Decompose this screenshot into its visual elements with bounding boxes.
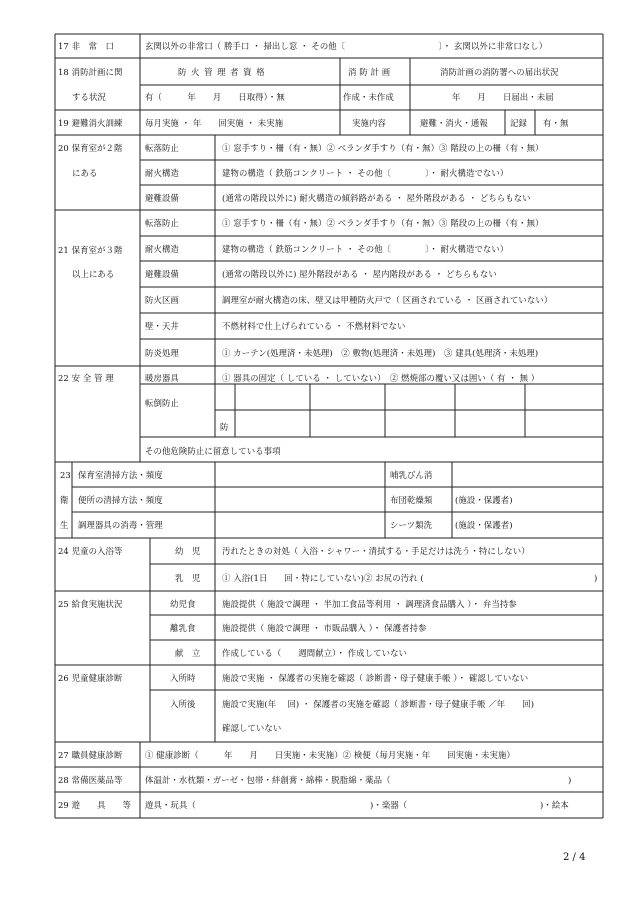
row18-header-fire-manager: 防 火 管 理 者 資 格	[178, 67, 266, 77]
row19-label: 19 避難消火訓練	[58, 118, 123, 128]
row17-label: 17 非 常 口	[58, 41, 114, 51]
row25-menu-value: 作成している（ 週間献立）・ 作成していない	[222, 648, 408, 658]
row25-toddler-meal-value: 施設提供（ 施設で調理 ・ 半加工食品等利用 ・ 調理済食品購入 ）・ 弁当持参	[222, 599, 517, 609]
row21-sub-fireproof: 耐火構造	[145, 244, 179, 254]
row20-label-line1: 20 保育室が２階	[58, 143, 123, 153]
row29-toys: 遊具・玩具（	[145, 800, 196, 810]
row20-label-line2: にある	[72, 168, 98, 178]
page-number: 2 / 4	[563, 852, 586, 863]
row20-sub-fall-prevention: 転落防止	[145, 143, 179, 153]
row23-toilet-cleaning: 便所の清掃方法・頻度	[78, 495, 163, 505]
row25-sub-baby-food: 離乳食	[170, 623, 196, 633]
row24-infant-close: )	[594, 573, 598, 583]
row23-room-cleaning: 保育室清掃方法・頻度	[78, 470, 163, 480]
row26-after-admission-value: 施設で実施(年 回) ・ 保護者の実施を確認（ 診断書・母子健康手帳 ／年 回)	[222, 699, 535, 709]
row20-evacuation-value: (通常の階段以外に) 耐火構造の傾斜路がある ・ 屋外階段がある ・ どちらもない	[222, 193, 531, 203]
row21-label-line2: 以上にある	[72, 269, 115, 279]
row20-sub-fireproof: 耐火構造	[145, 168, 179, 178]
row23-bottle-sterilization: 哺乳びん消	[390, 470, 433, 480]
row29-picture-books: )・絵本	[540, 800, 569, 810]
row26-after-admission-not-confirmed: 確認していない	[222, 723, 282, 733]
row26-sub-after-admission: 入所後	[170, 699, 196, 709]
row25-sub-toddler-meal: 幼児食	[170, 599, 196, 609]
row18-label-line2: する状況	[72, 92, 106, 102]
row28-content: 体温計・水枕類・ガーゼ・包帯・絆創膏・綿棒・脱脂綿・薬品（	[145, 775, 391, 785]
row18-label-line1: 18 消防計画に関	[58, 67, 123, 77]
row24-label: 24 児童の入浴等	[58, 546, 123, 556]
row26-label: 26 児童健康診断	[58, 673, 123, 683]
row21-fireproof-value: 建物の構造（ 鉄筋コンクリート ・ その他〔 〕・ 耐火構造でない）	[222, 244, 509, 254]
row25-label: 25 給食実施状況	[58, 599, 123, 609]
row21-sub-fall-prevention: 転落防止	[145, 218, 179, 228]
row28-label: 28 常備医薬品等	[58, 775, 123, 785]
row21-sub-flameproof: 防炎処理	[145, 348, 179, 358]
row26-admission-value: 施設で実施 ・ 保護者の実施を確認（ 診断書・母子健康手帳 ）・ 確認していない	[222, 673, 529, 683]
row29-label: 29 遊 具 等	[58, 800, 131, 810]
row29-instruments: )・楽器（	[370, 800, 408, 810]
row20-sub-evacuation: 避難設備	[145, 193, 179, 203]
row19-record-value: 有・無	[543, 118, 569, 128]
row21-fire-compartment-value: 調理室が耐火構造の床、壁又は甲種防火戸で（ 区画されている ・ 区画されていない）	[222, 295, 553, 305]
row24-sub-infant: 乳 児	[175, 573, 201, 583]
row23-side-char-2: 生	[60, 520, 69, 530]
row21-label-line1: 21 保育室が３階	[58, 245, 123, 255]
row23-futon-drying-value: (施設・保護者)	[455, 495, 513, 505]
row23-side-char-1: 衛	[60, 495, 69, 505]
row22-heater-value: ① 器具の固定（ している ・ していない） ② 燃焼部の覆い又は囲い（ 有 ・ 無 ）	[222, 373, 540, 383]
row27-label: 27 職員健康診断	[58, 750, 123, 760]
row21-fall-prevention-value: ① 窓手すり・柵（有・無）② ベランダ手すり（有・無）③ 階段の上の柵（有・無）	[222, 218, 544, 228]
row19-frequency: 毎月実施 ・ 年 回実施 ・ 未実施	[145, 118, 284, 128]
row21-flameproof-value: ① カーテン(処理済・未処理) ② 敷物(処理済・未処理) ③ 建具(処理済・未処理)	[222, 348, 539, 358]
row21-evacuation-value: (通常の階段以外に) 屋外階段がある ・ 屋内階段がある ・ どちらもない	[222, 269, 497, 279]
row22-prevention-char: 防	[220, 422, 229, 432]
row23-futon-drying: 布団乾燥頻	[390, 495, 433, 505]
row21-wall-ceiling-value: 不燃材料で仕上げられている ・ 不燃材料でない	[222, 321, 406, 331]
row23-sheet-washing-value: (施設・保護者)	[455, 520, 513, 530]
row21-sub-fire-compartment: 防火区画	[145, 295, 179, 305]
row20-fireproof-value: 建物の構造（ 鉄筋コンクリート ・ その他〔 〕・ 耐火構造でない）	[222, 168, 509, 178]
row25-sub-menu: 献 立	[175, 648, 201, 658]
row22-sub-heater: 暖房器具	[145, 373, 179, 383]
row26-sub-admission: 入所時	[170, 673, 196, 683]
row28-close: )	[568, 775, 572, 785]
row19-contents-header: 実施内容	[352, 118, 386, 128]
row25-baby-food-value: 施設提供（ 施設で調理 ・ 市販品購入 ）・ 保護者持参	[222, 623, 427, 633]
row21-sub-evacuation: 避難設備	[145, 269, 179, 279]
row19-contents-value: 避難・消火・通報	[420, 118, 488, 128]
row21-sub-wall-ceiling: 壁・天井	[145, 321, 179, 331]
row18-plan-value: 作成・未作成	[343, 92, 394, 102]
row22-sub-tipping: 転倒防止	[145, 398, 179, 408]
row19-record-label: 記録	[510, 118, 527, 128]
row24-sub-toddler: 幼 児	[175, 546, 201, 556]
row18-header-submission: 消防計画の消防署への届出状況	[440, 67, 559, 77]
row27-content: ① 健康診断（ 年 月 日実施・未実施）② 検便（毎月実施・年 回実施・未実施）	[145, 750, 515, 760]
row22-label: 22 安 全 管 理	[58, 373, 114, 383]
row17-content: 玄関以外の非常口（ 勝手口 ・ 掃出し窓 ・ その他〔 〕・ 玄関以外に非常口なし）	[145, 41, 548, 51]
row18-submission-value: 年 月 日届出・未届	[452, 92, 554, 102]
row18-header-fire-plan: 消 防 計 画	[348, 67, 391, 77]
row23-sheet-washing: シーツ類洗	[390, 520, 433, 530]
row23-utensil-sterilization: 調理器具の消毒・管理	[78, 520, 163, 530]
row18-qualification-value: 有（ 年 月 日取得）・無	[145, 92, 285, 102]
row24-infant-value: ① 入浴(1日 回・特にしていない)② お尻の汚れ (	[222, 573, 424, 583]
row23-number: 23	[60, 470, 71, 480]
row20-fall-prevention-value: ① 窓手すり・柵（有・無）② ベランダ手すり（有・無）③ 階段の上の柵（有・無）	[222, 143, 544, 153]
row22-other-precautions: その他危険防止に留意している事項	[145, 446, 281, 456]
row24-toddler-value: 汚れたときの対処（ 入浴・シャワー・清拭する・手足だけは洗う・特にしない）	[222, 546, 530, 556]
